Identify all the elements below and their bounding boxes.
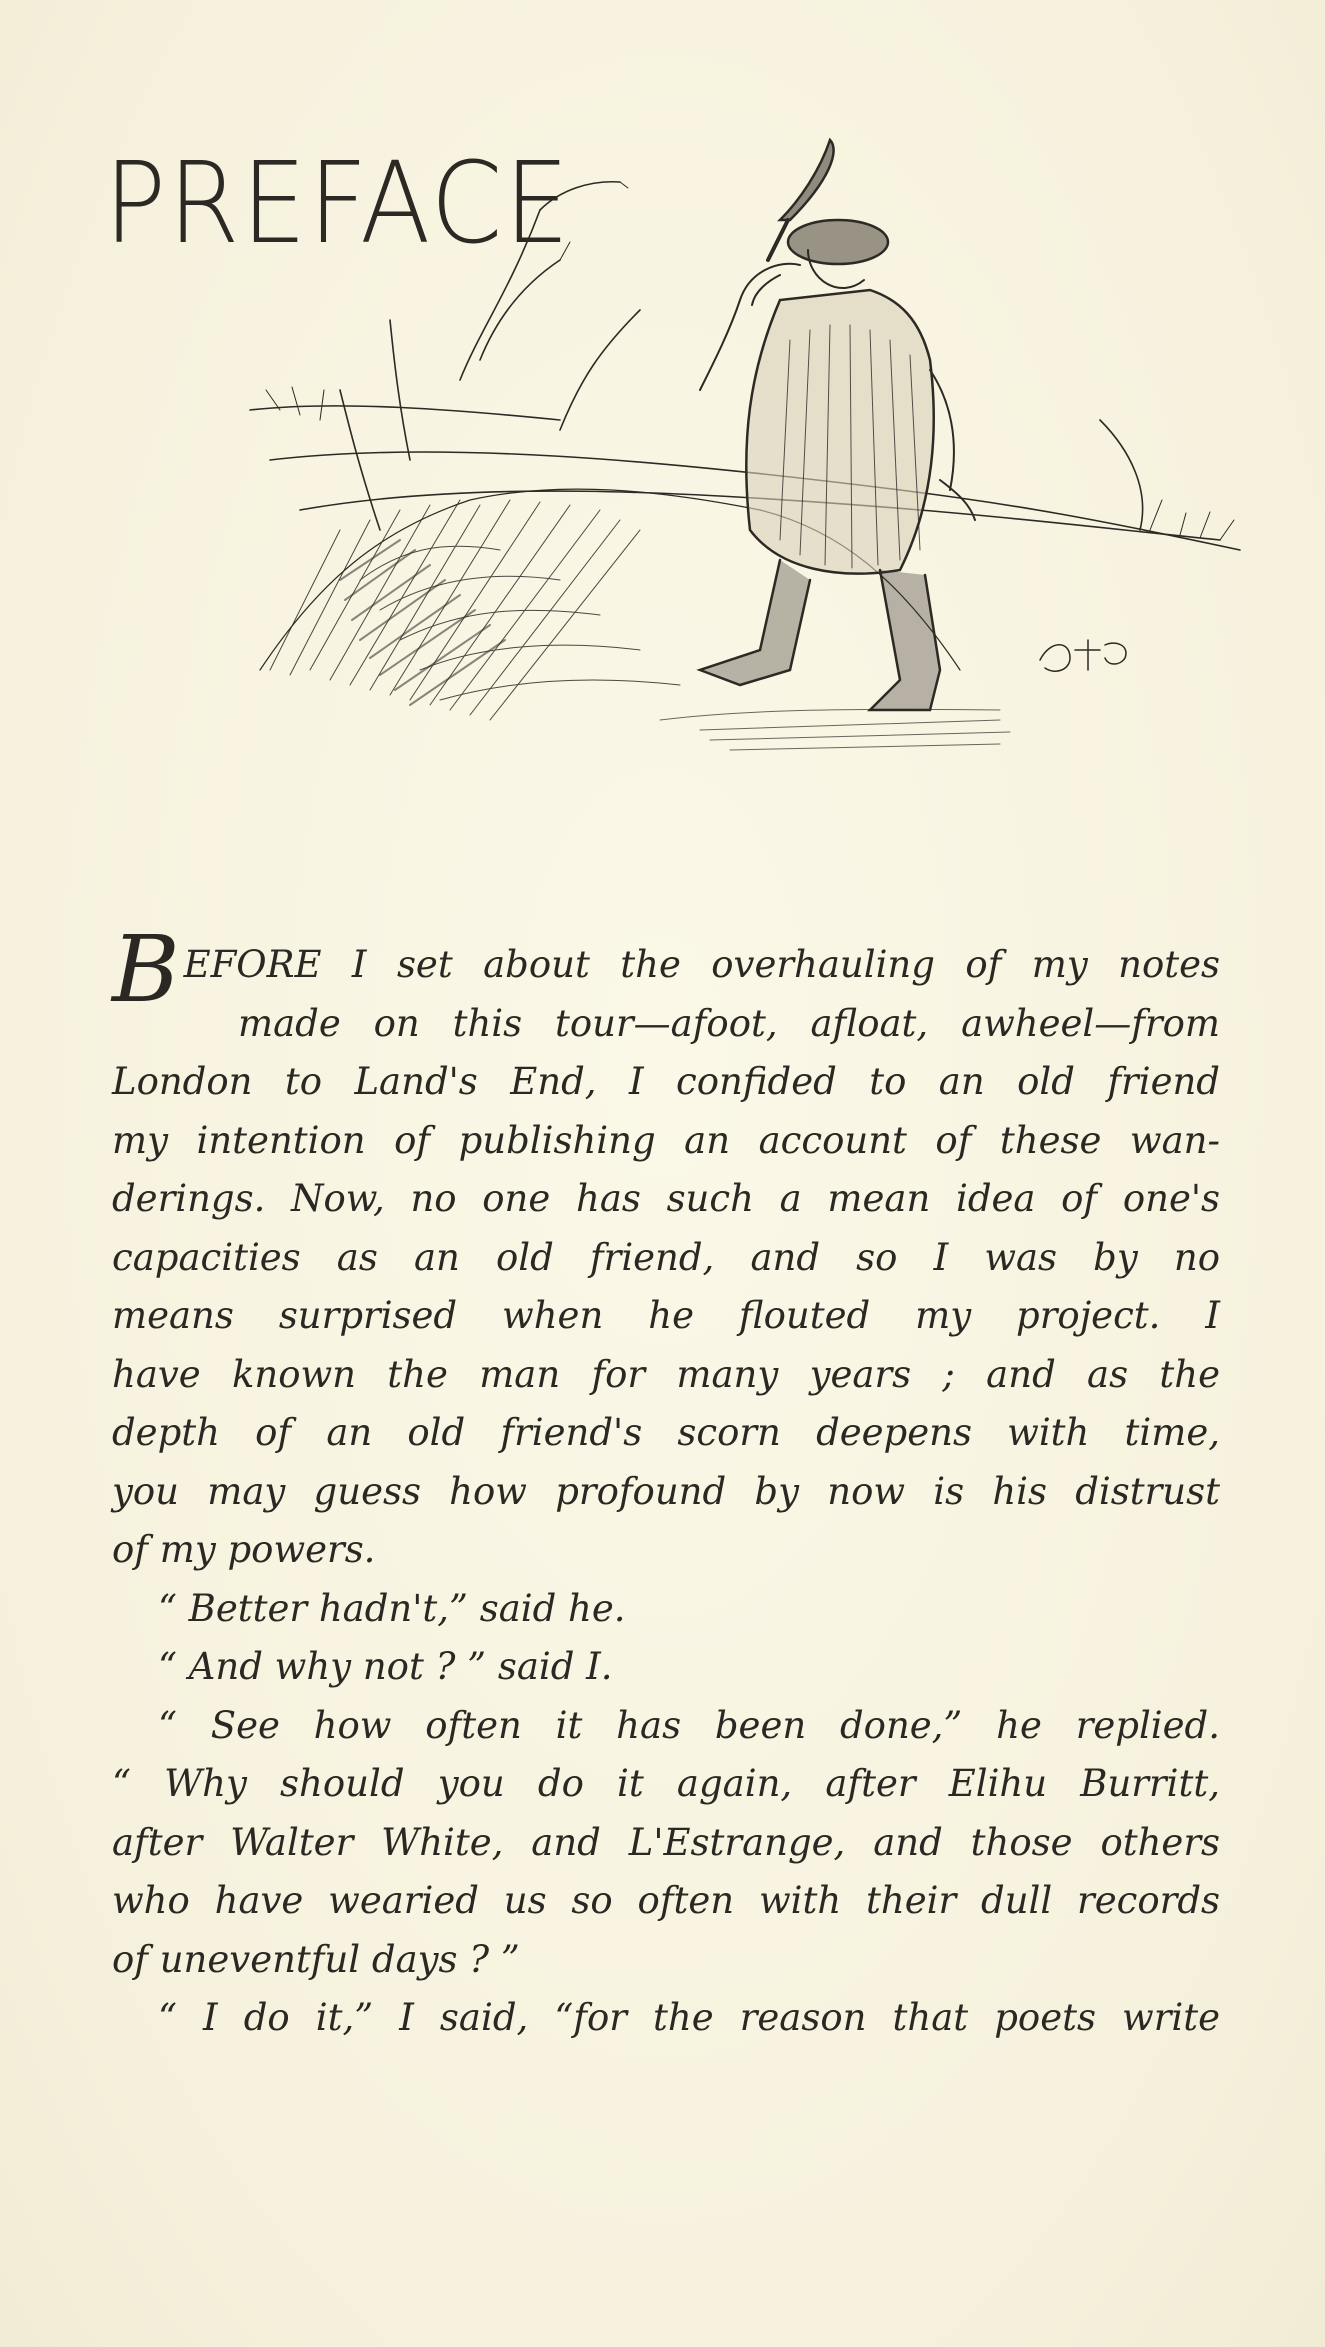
text-line: “ Better hadn't,” said he.	[158, 1586, 626, 1630]
text-line: means surprised when he flouted my project. I	[112, 1294, 1220, 1337]
text-line: London to Land's End, I confided to an old friend	[112, 1060, 1220, 1103]
preface-text	[112, 916, 1220, 2048]
text-line: “ See how often it has been done,” he replied.	[158, 1703, 1220, 1747]
text-line: EFORE I set about the overhauling of my notes	[183, 943, 1220, 986]
text-line: derings. Now, no one has such a mean idea of one's	[112, 1177, 1220, 1220]
text-line: “ Why should you do it again, after Elihu Burritt,	[112, 1762, 1220, 1805]
page-title: PREFACE	[104, 139, 572, 269]
text-line: depth of an old friend's scorn deepens with time,	[112, 1411, 1220, 1454]
text-line: you may guess how profound by now is his distrust	[112, 1469, 1220, 1513]
paragraph-first	[112, 916, 1220, 1053]
text-line: after Walter White, and L'Estrange, and those others	[112, 1820, 1220, 1864]
text-line: “ I do it,” I said, “for the reason that poets write	[158, 1996, 1220, 2039]
text-line: my intention of publishing an account of these wan-	[112, 1118, 1220, 1162]
drop-cap: B	[112, 916, 180, 1023]
text-line: of my powers.	[112, 1528, 376, 1571]
woodcutter-illustration-icon	[140, 110, 1250, 810]
text-line: capacities as an old friend, and so I was by no	[112, 1235, 1220, 1279]
text-line: who have wearied us so often with their dull records	[112, 1879, 1220, 1922]
text-line: “ And why not ? ” said I.	[158, 1645, 613, 1688]
text-line: of uneventful days ? ”	[112, 1937, 520, 1981]
text-line: have known the man for many years ; and as the	[112, 1352, 1220, 1396]
text-line: made on this tour—afoot, afloat, awheel—from	[238, 1001, 1220, 1045]
